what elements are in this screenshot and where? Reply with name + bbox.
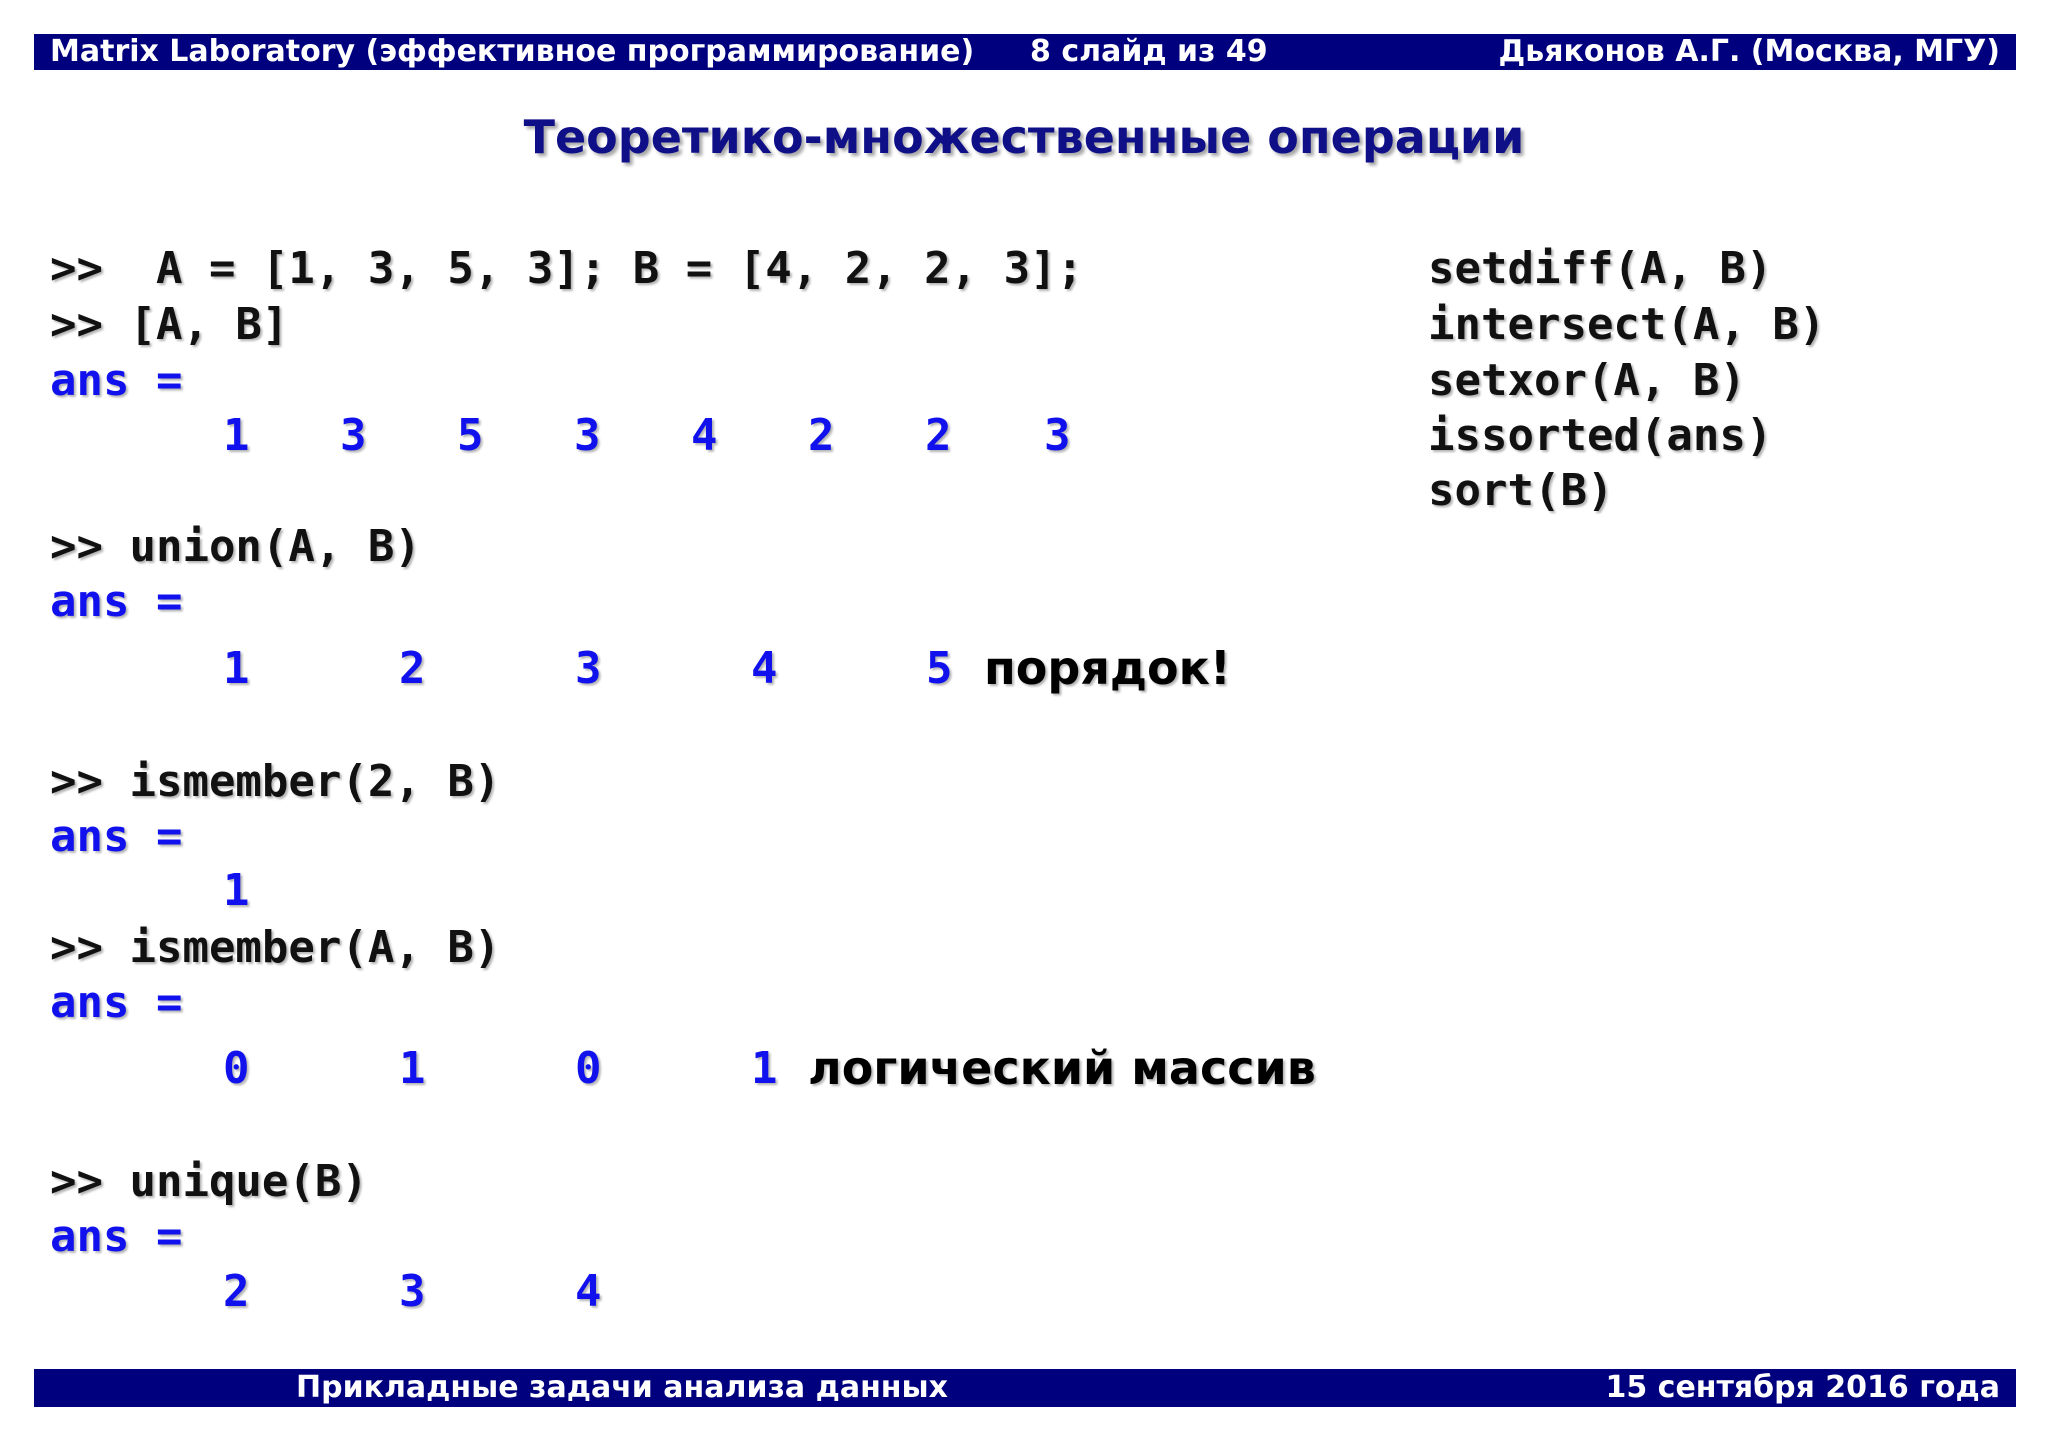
- output-value: 2: [808, 410, 835, 461]
- output-value: 5: [926, 643, 953, 694]
- output-value: 3: [399, 1266, 426, 1317]
- command-define-ab: >> A = [1, 3, 5, 3]; B = [4, 2, 2, 3];: [50, 243, 1084, 294]
- header-bar: [34, 34, 2016, 70]
- output-value: 1: [751, 1043, 778, 1094]
- output-value: 1: [223, 410, 250, 461]
- output-value: 0: [223, 1043, 250, 1094]
- output-value: 4: [691, 410, 718, 461]
- output-value: 1: [399, 1043, 426, 1094]
- output-value: 4: [751, 643, 778, 694]
- output-value: 2: [925, 410, 952, 461]
- function-setxor: setxor(A, B): [1428, 355, 1746, 406]
- command-ismember-vector: >> ismember(A, B): [50, 922, 501, 973]
- output-value: 2: [223, 1266, 250, 1317]
- command-unique: >> unique(B): [50, 1156, 368, 1207]
- header-course-title: Matrix Laboratory (эффективное программирование): [50, 34, 975, 69]
- output-ismember-scalar: 1: [223, 865, 250, 916]
- command-ismember-scalar: >> ismember(2, B): [50, 756, 501, 807]
- note-order: порядок!: [984, 641, 1231, 695]
- function-sort: sort(B): [1428, 465, 1614, 516]
- ans-label: ans =: [50, 355, 183, 406]
- output-value: 0: [575, 1043, 602, 1094]
- function-setdiff: setdiff(A, B): [1428, 243, 1773, 294]
- output-value: 3: [1044, 410, 1071, 461]
- footer-date: 15 сентября 2016 года: [1605, 1370, 2000, 1405]
- command-union: >> union(A, B): [50, 521, 421, 572]
- output-value: 3: [340, 410, 367, 461]
- ans-label: ans =: [50, 811, 183, 862]
- output-value: 2: [399, 643, 426, 694]
- output-value: 1: [223, 643, 250, 694]
- ans-label: ans =: [50, 1211, 183, 1262]
- ans-label: ans =: [50, 977, 183, 1028]
- output-value: 3: [574, 410, 601, 461]
- note-logical-array: логический массив: [808, 1041, 1316, 1095]
- slide-title: Теоретико-множественные операции: [523, 110, 1525, 164]
- ans-label: ans =: [50, 576, 183, 627]
- footer-course: Прикладные задачи анализа данных: [296, 1370, 949, 1405]
- output-value: 5: [457, 410, 484, 461]
- output-value: 4: [575, 1266, 602, 1317]
- output-value: 3: [575, 643, 602, 694]
- footer-bar: [34, 1369, 2016, 1407]
- header-slide-counter: 8 слайд из 49: [1030, 34, 1268, 69]
- function-issorted: issorted(ans): [1428, 410, 1773, 461]
- command-concat: >> [A, B]: [50, 299, 289, 350]
- header-author: Дьяконов А.Г. (Москва, МГУ): [1498, 34, 2000, 69]
- function-intersect: intersect(A, B): [1428, 299, 1826, 350]
